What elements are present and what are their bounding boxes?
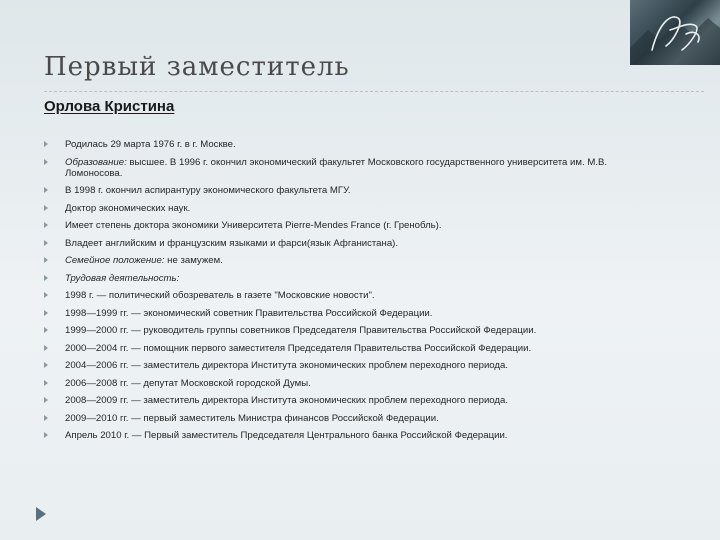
bullet-arrow-icon: [44, 159, 48, 165]
list-item: [44, 139, 664, 150]
bullet-arrow-icon: [44, 327, 48, 333]
bullet-arrow-icon: [44, 292, 48, 298]
bullet-arrow-icon: [44, 362, 48, 368]
item-text: Имеет степень доктора экономики Университета Pierre-Mendes France (г. Гренобль).: [65, 220, 442, 231]
item-text: 2004—2006 гг. — заместитель директора Института экономических проблем переходного периода.: [65, 360, 509, 371]
item-text: Родилась 29 марта 1976 г. в г. Москве.: [65, 139, 236, 150]
list-item: [44, 203, 664, 214]
list-item: [44, 185, 664, 196]
bullet-arrow-icon: [44, 275, 48, 281]
list-item: [44, 430, 664, 441]
list-item: [44, 157, 664, 179]
bullet-arrow-icon: [44, 240, 48, 246]
item-label: Семейное положение:: [65, 255, 165, 266]
list-item: [44, 413, 664, 424]
list-item: [44, 395, 664, 406]
item-text: высшее. В 1996 г. окончил экономический факультет Московского государственного университета им. М.В. Ломоносова.: [65, 156, 608, 179]
item-text: Доктор экономических наук.: [65, 202, 191, 214]
list-item: [44, 238, 664, 249]
bullet-arrow-icon: [44, 432, 48, 438]
list-item: [44, 360, 664, 371]
list-item: [44, 220, 664, 231]
person-name-heading: Орлова Кристина: [44, 98, 175, 115]
item-label: Трудовая деятельность:: [65, 272, 180, 284]
title-divider: [44, 91, 704, 92]
bullet-arrow-icon: [44, 397, 48, 403]
item-text: 1998—1999 гг. — экономический советник Правительства Российской Федерации.: [65, 307, 433, 319]
bullet-arrow-icon: [44, 205, 48, 211]
page-title: Первый заместитель: [44, 52, 350, 82]
bullet-arrow-icon: [44, 257, 48, 263]
bullet-arrow-icon: [44, 380, 48, 386]
item-label: Образование:: [65, 156, 127, 168]
list-item: [44, 290, 664, 301]
item-text: Апрель 2010 г. — Первый заместитель Председателя Центрального банка Российской Федерации.: [65, 430, 508, 441]
bullet-arrow-icon: [44, 187, 48, 193]
bullet-arrow-icon: [44, 310, 48, 316]
item-text: 2009—2010 гг. — первый заместитель Министра финансов Российской Федерации.: [65, 412, 439, 424]
item-text: 1999—2000 гг. — руководитель группы советников Председателя Правительства Российской Федерации.: [65, 325, 537, 336]
item-text: 2006—2008 гг. — депутат Московской городской Думы.: [65, 377, 311, 389]
list-item: [44, 273, 664, 284]
list-item: [44, 378, 664, 389]
item-text: не замужем.: [164, 255, 223, 266]
item-text: 2008—2009 гг. — заместитель директора Института экономических проблем переходного периода.: [65, 395, 509, 406]
bullet-arrow-icon: [44, 141, 48, 147]
biography-list: [44, 139, 664, 448]
bullet-arrow-icon: [44, 345, 48, 351]
list-item: [44, 325, 664, 336]
item-text: В 1998 г. окончил аспирантуру экономического факультета МГУ.: [65, 185, 351, 196]
bullet-arrow-icon: [44, 415, 48, 421]
item-text: 1998 г. — политический обозреватель в газете "Московские новости".: [65, 290, 375, 301]
bullet-arrow-icon: [44, 222, 48, 228]
list-item: [44, 308, 664, 319]
next-slide-arrow-icon[interactable]: [36, 507, 46, 521]
list-item: [44, 343, 664, 354]
logo-monogram-icon: [630, 0, 720, 65]
item-text: Владеет английским и французским языками и фарси(язык Афганистана).: [65, 237, 399, 249]
logo-image: [630, 0, 720, 65]
item-text: 2000—2004 гг. — помощник первого заместителя Председателя Правительства Российской Федерации.: [65, 342, 532, 354]
list-item: [44, 255, 664, 266]
